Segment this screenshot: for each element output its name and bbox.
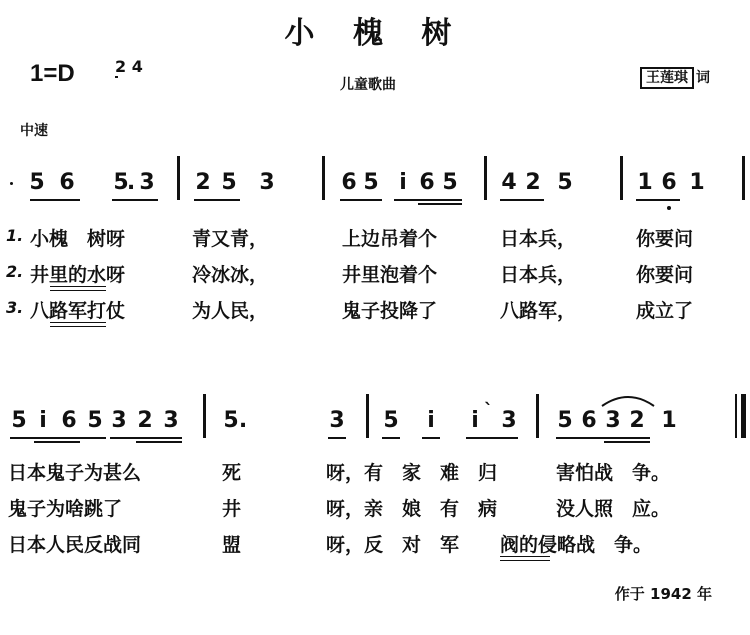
- note: .: [126, 170, 136, 195]
- note: 1: [637, 170, 653, 195]
- verse-line: [0, 530, 750, 560]
- lyric-segment: 上边吊着个: [342, 228, 438, 250]
- lyric-segment: 日本兵，: [500, 264, 577, 286]
- lyric-segment: 阀的侵略战 争。: [500, 534, 653, 556]
- verse-line: [0, 296, 750, 326]
- lyric-segment: 日本人民反战同: [8, 534, 142, 556]
- note: 5: [113, 170, 129, 195]
- verse-line: [0, 494, 750, 524]
- note: 6: [61, 408, 77, 433]
- verse-line: [0, 260, 750, 290]
- note: 1: [689, 170, 705, 195]
- note: i: [39, 408, 47, 433]
- note: 5: [383, 408, 399, 433]
- note: 5: [442, 170, 458, 195]
- note: 6: [59, 170, 75, 195]
- note: 3: [163, 408, 179, 433]
- lyric-segment: 呀，反 对 军: [326, 534, 460, 556]
- genre-label: 儿童歌曲: [340, 77, 396, 93]
- lyric-segment: 鬼子为啥跳了: [8, 498, 123, 520]
- note: 5: [221, 170, 237, 195]
- key-signature: 1=D: [30, 60, 75, 87]
- lyric-segment: 害怕战 争。: [556, 462, 671, 484]
- note: 3: [605, 408, 621, 433]
- lyric-segment: 井里泡着个: [342, 264, 438, 286]
- lyric-segment: 没人照 应。: [556, 498, 671, 520]
- note: 6: [341, 170, 357, 195]
- note: 2: [195, 170, 211, 195]
- verse-number: 3.: [6, 298, 24, 317]
- note: 5: [557, 408, 573, 433]
- lyric-segment: 日本兵，: [500, 228, 577, 250]
- lyric-segment: 死: [222, 462, 242, 484]
- note: 6: [581, 408, 597, 433]
- note: 5: [223, 408, 239, 433]
- grace-mark: `: [484, 400, 493, 421]
- lyric-segment: 你要问: [636, 264, 694, 286]
- verse-number: 2.: [6, 262, 24, 281]
- lyric-segment: 呀，亲 娘 有 病: [326, 498, 498, 520]
- note: i: [471, 408, 479, 433]
- note: 1: [661, 408, 677, 433]
- note: 5: [87, 408, 103, 433]
- lyric-segment: 成立了: [636, 300, 694, 322]
- note: 6: [661, 170, 677, 195]
- note: 3: [139, 170, 155, 195]
- lyric-segment: 八路军打仗: [30, 300, 126, 322]
- lyric-segment: 日本鬼子为甚么: [8, 462, 142, 484]
- note: 6: [419, 170, 435, 195]
- time-signature: [115, 57, 143, 76]
- staff-system-1: [0, 170, 750, 220]
- lyricist-credit: [640, 67, 710, 87]
- note: 3: [501, 408, 517, 433]
- meter-bottom: 4: [131, 57, 143, 76]
- lyric-segment: 盟: [222, 534, 242, 556]
- lyric-segment: 八路军，: [500, 300, 577, 322]
- lyric-segment: 鬼子投降了: [342, 300, 438, 322]
- lyric-segment: 你要问: [636, 228, 694, 250]
- note: 5: [29, 170, 45, 195]
- note: 4: [501, 170, 517, 195]
- note: i: [399, 170, 407, 195]
- lyricist-role: 词: [696, 70, 710, 86]
- lyricist-name: 王莲琪: [640, 67, 694, 89]
- note: 3: [111, 408, 127, 433]
- tempo-marking: 中速: [20, 123, 48, 139]
- note: 2: [525, 170, 541, 195]
- staff-system-2: [0, 400, 750, 458]
- verse-line: [0, 458, 750, 488]
- composition-date: 作于 1942 年: [614, 585, 712, 603]
- slur-mark: [600, 392, 656, 408]
- lyric-segment: 青又青，: [192, 228, 269, 250]
- note: 3: [259, 170, 275, 195]
- meter-top: 2: [115, 57, 127, 76]
- note: 2: [137, 408, 153, 433]
- note: .: [238, 408, 248, 433]
- lyric-segment: 小槐 树呀: [30, 228, 126, 250]
- song-title: 小 槐 树: [284, 16, 466, 51]
- note: 5: [557, 170, 573, 195]
- note: 5: [11, 408, 27, 433]
- note: 5: [363, 170, 379, 195]
- verse-line: [0, 224, 750, 254]
- lyric-segment: 为人民，: [192, 300, 269, 322]
- note: 3: [329, 408, 345, 433]
- lyric-segment: 井: [222, 498, 242, 520]
- lyric-segment: 冷冰冰，: [192, 264, 269, 286]
- note: i: [427, 408, 435, 433]
- lyric-segment: 呀，有 家 难 归: [326, 462, 498, 484]
- verse-number: 1.: [6, 226, 24, 245]
- lyric-segment: 井里的水呀: [30, 264, 126, 286]
- note: 2: [629, 408, 645, 433]
